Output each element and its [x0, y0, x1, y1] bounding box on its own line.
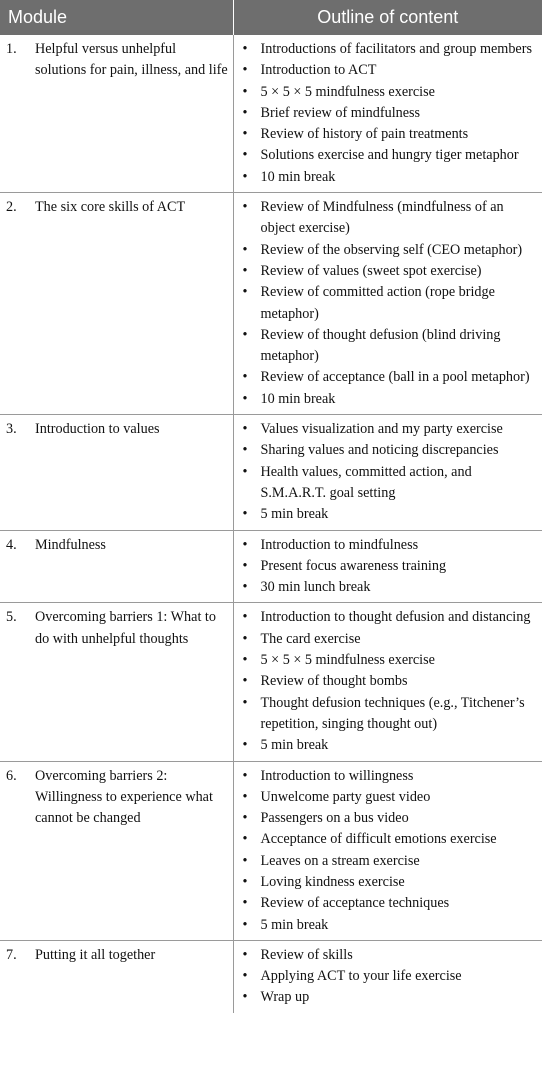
list-item: • Passengers on a bus video	[234, 808, 539, 829]
content-cell	[233, 415, 542, 530]
list-item: • Wrap up	[234, 987, 539, 1008]
module-number: 6.	[6, 767, 17, 784]
table-body	[0, 35, 542, 1013]
list-item: • Review of Mindfulness (mindfulness of an object exercise)	[234, 197, 539, 240]
module-cell	[0, 530, 233, 603]
module-title: Putting it all together	[35, 946, 156, 963]
module-title: The six core skills of ACT	[35, 199, 186, 216]
module-title: Introduction to values	[35, 421, 160, 438]
list-item: • Values visualization and my party exercise	[234, 419, 539, 440]
table-row	[0, 761, 542, 940]
header-row	[0, 0, 542, 35]
list-item: • Review of values (sweet spot exercise)	[234, 261, 539, 282]
list-item: • Sharing values and noticing discrepancies	[234, 440, 539, 461]
module-cell	[0, 415, 233, 530]
content-list	[234, 766, 539, 936]
list-item: • Review of acceptance (ball in a pool metaphor)	[234, 367, 539, 388]
list-item: • Unwelcome party guest video	[234, 787, 539, 808]
list-item: • Review of acceptance techniques	[234, 893, 539, 914]
module-cell	[0, 940, 233, 1012]
module-title: Helpful versus unhelpful solutions for pain, illness, and life	[35, 41, 228, 79]
list-item: • 10 min break	[234, 167, 539, 188]
list-item: • 5 × 5 × 5 mindfulness exercise	[234, 82, 539, 103]
list-item: • 5 min break	[234, 504, 539, 525]
content-cell	[233, 603, 542, 761]
list-item: • 10 min break	[234, 389, 539, 410]
list-item: • Present focus awareness training	[234, 556, 539, 577]
list-item: • Applying ACT to your life exercise	[234, 966, 539, 987]
list-item: • Review of thought defusion (blind driving metaphor)	[234, 325, 539, 368]
module-title: Mindfulness	[35, 536, 106, 553]
list-item: • Review of the observing self (CEO metaphor)	[234, 240, 539, 261]
list-item: • Introduction to ACT	[234, 60, 539, 81]
list-item: • 30 min lunch break	[234, 577, 539, 598]
content-cell	[233, 940, 542, 1012]
module-title: Overcoming barriers 2: Willingness to experience what cannot be changed	[35, 767, 213, 827]
list-item: • Review of thought bombs	[234, 671, 539, 692]
list-item: • 5 min break	[234, 915, 539, 936]
table-row	[0, 940, 542, 1012]
content-cell	[233, 530, 542, 603]
list-item: • Review of history of pain treatments	[234, 124, 539, 145]
content-list	[234, 419, 539, 525]
content-list	[234, 197, 539, 410]
content-list	[234, 945, 539, 1009]
module-cell	[0, 193, 233, 415]
list-item: • Thought defusion techniques (e.g., Titchener’s repetition, singing thought out)	[234, 693, 539, 736]
module-title: Overcoming barriers 1: What to do with unhelpful thoughts	[35, 609, 216, 647]
list-item: • Introduction to mindfulness	[234, 535, 539, 556]
list-item: • Review of skills	[234, 945, 539, 966]
module-number: 2.	[6, 199, 17, 216]
table-row	[0, 603, 542, 761]
module-cell	[0, 761, 233, 940]
table-row	[0, 530, 542, 603]
list-item: • Review of committed action (rope bridge metaphor)	[234, 282, 539, 325]
module-cell	[0, 603, 233, 761]
module-number: 7.	[6, 946, 17, 963]
table-row	[0, 35, 542, 193]
module-number: 5.	[6, 609, 17, 626]
module-cell	[0, 35, 233, 193]
content-list	[234, 39, 539, 188]
list-item: • 5 × 5 × 5 mindfulness exercise	[234, 650, 539, 671]
list-item: • Introductions of facilitators and group members	[234, 39, 539, 60]
content-cell	[233, 193, 542, 415]
list-item: • 5 min break	[234, 735, 539, 756]
content-list	[234, 607, 539, 756]
list-item: • Loving kindness exercise	[234, 872, 539, 893]
list-item: • Brief review of mindfulness	[234, 103, 539, 124]
list-item: • Introduction to thought defusion and distancing	[234, 607, 539, 628]
content-cell	[233, 35, 542, 193]
content-cell	[233, 761, 542, 940]
list-item: • The card exercise	[234, 629, 539, 650]
list-item: • Solutions exercise and hungry tiger metaphor	[234, 145, 539, 166]
module-number: 1.	[6, 41, 17, 57]
header-outline-of-content: Outline of content	[233, 0, 542, 35]
table-row	[0, 193, 542, 415]
list-item: • Introduction to willingness	[234, 766, 539, 787]
table-row	[0, 415, 542, 530]
list-item: • Health values, committed action, and S.M.A.R.T. goal setting	[234, 462, 539, 505]
list-item: • Leaves on a stream exercise	[234, 851, 539, 872]
module-number: 3.	[6, 421, 17, 438]
list-item: • Acceptance of difficult emotions exercise	[234, 829, 539, 850]
content-list	[234, 535, 539, 599]
module-number: 4.	[6, 536, 17, 553]
header-module: Module	[0, 0, 233, 35]
